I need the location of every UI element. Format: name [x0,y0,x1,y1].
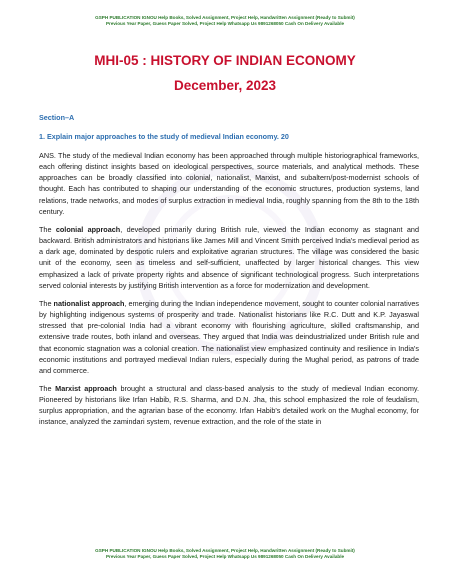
question-heading: 1. Explain major approaches to the study of medieval Indian economy. 20 [39,132,289,141]
paragraph-colonial [39,224,419,291]
header-line-2: Previous Year Paper, Guess Paper Solved, Project Help Whatsapp Us 9891268050 Cash On Delivery Available [105,21,345,26]
text-run: brought a structural and class-based analysis to the study of medieval Indian economy. Pioneered by historians like Irfan Habib, R.S. Sharma, and D.N. Jha, this school emphasized the role of feudalism, surplus appropriation, and the agrarian base of the economy. Irfan Habib's detailed work on the Mughal economy, for instance, analyzed the zamindari system, revenue extraction, and the role of the state in [39,383,419,427]
paragraph-marxist [39,383,419,428]
term-marxist-approach: Marxist approach [55,383,117,393]
section-heading: Section–A [39,113,75,122]
text-run: The [39,298,54,308]
term-nationalist-approach: nationalist approach [53,298,125,308]
document-title: MHI-05 : HISTORY OF INDIAN ECONOMY [94,53,356,68]
header-line-1: GSPH PUBLICATION IGNOU Help Books, Solved Assignment, Project Help, Handwritten Assignment (Ready to Submit) [95,15,355,20]
page-footer [0,548,450,560]
answer-body [39,150,419,435]
paragraph-intro: ANS. The study of the medieval Indian economy has been approached through multiple historiographical frameworks, each offering distinct insights based on ideological perspectives, source materials, and analytical methods. These approaches can be broadly classified into colonial, nationalist, Marxist, and subaltern/post-modernist schools of thought. Each has contributed to shaping our understanding of the economic structures, production systems, land relations, trade networks, and modes of surplus extraction in medieval India, roughly spanning from the 8th to the 18th century. [39,151,419,216]
text-run: , emerging during the Indian independence movement, sought to counter colonial narratives by highlighting indigenous systems of prosperity and trade. Nationalist historians like R.C. Dutt and K.P. Jayaswal stressed that pre-colonial India had a vibrant economy with flourishing agriculture, skilled craftsmanship, and extensive trade routes, both inland and overseas. They argued that India was deindustrialized under British rule and that economic stagnation was a colonial creation. The nationalist view emphasized continuity and resilience in India's economic institutions and portrayed medieval Indian rulers, especially during the Mughal period, as patrons of trade and commerce. [39,298,420,375]
footer-line-2: Previous Year Paper, Guess Paper Solved, Project Help Whatsapp Us 9891268050 Cash On Delivery Available [105,554,345,559]
text-run: The [39,224,56,234]
document-subtitle: December, 2023 [173,78,277,93]
text-run: The [39,383,56,393]
text-run: , developed primarily during British rule, viewed the Indian economy as stagnant and backward. British administrators and historians like James Mill and Vincent Smith perceived India's medieval period as a dark age, dominated by despotic rulers and exploitative agrarian structures. The village was considered the basic unit of the economy, seen as timeless and self-sufficient, unaffected by larger historical changes. This view emphasized a lack of private property rights and absence of significant technological progress. Such interpretations served colonial interests by justifying British intervention as a force for modernization and development. [39,224,419,290]
page-header [0,15,450,27]
term-colonial-approach: colonial approach [55,224,121,234]
footer-line-1: GSPH PUBLICATION IGNOU Help Books, Solved Assignment, Project Help, Handwritten Assignment (Ready to Submit) [95,548,355,553]
paragraph-nationalist [39,298,419,376]
